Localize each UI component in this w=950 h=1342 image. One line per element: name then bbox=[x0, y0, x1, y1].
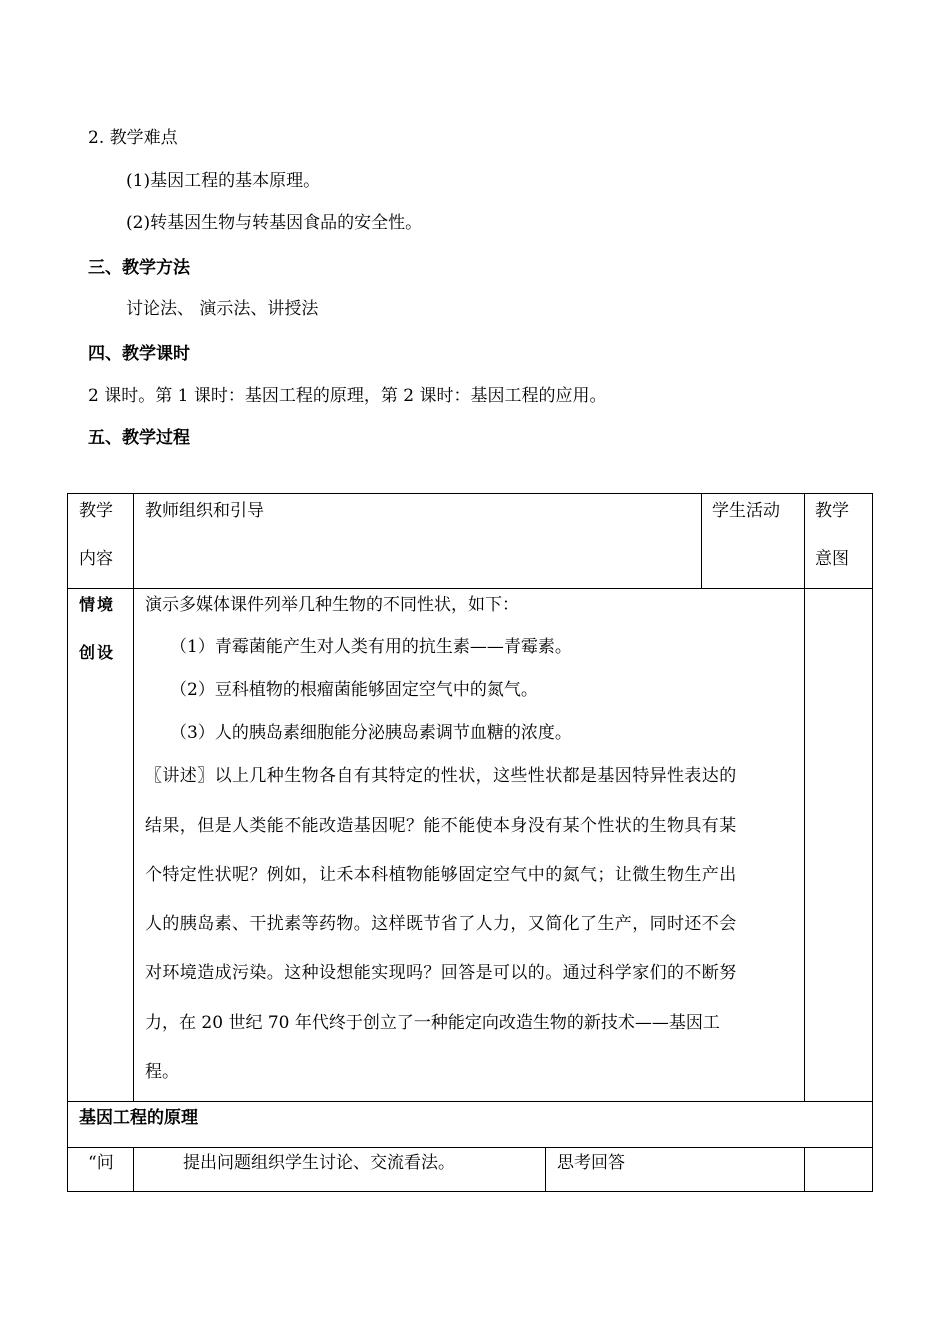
difficulty-heading: 2. 教学难点 bbox=[88, 128, 178, 148]
table-border-left bbox=[67, 493, 68, 1192]
col-sep-student-row3 bbox=[545, 1147, 546, 1192]
col-sep-content-row3 bbox=[133, 1147, 134, 1192]
table-border-top bbox=[67, 493, 873, 494]
col-sep-student-header bbox=[701, 493, 702, 588]
col-sep-intent-row3 bbox=[804, 1147, 805, 1192]
header-intent-line1: 教学 bbox=[815, 501, 849, 521]
table-border-row1-bottom bbox=[67, 1101, 873, 1102]
difficulty-item-1: (1)基因工程的基本原理。 bbox=[126, 171, 321, 191]
header-teacher: 教师组织和引导 bbox=[145, 501, 264, 521]
hours-text: 2 课时。第 1 课时：基因工程的原理，第 2 课时：基因工程的应用。 bbox=[88, 386, 607, 406]
row1-lecture-line-1: 〖讲述〗以上几种生物各自有其特定的性状，这些性状都是基因特异性表达的 bbox=[145, 766, 737, 786]
table-border-bottom bbox=[67, 1191, 873, 1192]
header-content-line2: 内容 bbox=[79, 549, 113, 569]
row1-label-line2: 创设 bbox=[79, 643, 116, 662]
row1-lecture-line-6: 力，在 20 世纪 70 年代终于创立了一种能定向改造生物的新技术——基因工 bbox=[145, 1013, 720, 1033]
row1-lecture-line-4: 人的胰岛素、干扰素等药物。这样既节省了人力，又简化了生产，同时还不会 bbox=[145, 914, 737, 934]
row3-student: 思考回答 bbox=[557, 1153, 625, 1173]
table-border-header-bottom bbox=[67, 588, 873, 589]
header-student: 学生活动 bbox=[712, 501, 780, 521]
header-content-line1: 教学 bbox=[79, 501, 113, 521]
row1-lecture-line-5: 对环境造成污染。这种设想能实现吗？回答是可以的。通过科学家们的不断努 bbox=[145, 963, 737, 983]
row1-example-2: （2）豆科植物的根瘤菌能够固定空气中的氮气。 bbox=[170, 680, 538, 700]
row1-label-line1: 情境 bbox=[79, 595, 116, 614]
table-border-section-bottom bbox=[67, 1147, 873, 1148]
method-heading: 三、教学方法 bbox=[88, 258, 190, 278]
row1-example-1: （1）青霉菌能产生对人类有用的抗生素——青霉素。 bbox=[170, 637, 572, 657]
hours-heading: 四、教学课时 bbox=[88, 344, 190, 364]
row3-teacher: 提出问题组织学生讨论、交流看法。 bbox=[183, 1153, 455, 1173]
col-sep-intent bbox=[804, 493, 805, 1102]
table-border-right bbox=[872, 493, 873, 1192]
row1-lecture-line-3: 个特定性状呢？例如，让禾本科植物能够固定空气中的氮气；让微生物生产出 bbox=[145, 865, 737, 885]
section-title: 基因工程的原理 bbox=[79, 1108, 198, 1128]
row1-lecture-line-7: 程。 bbox=[145, 1062, 179, 1082]
row1-lecture-line-2: 结果，但是人类能不能改造基因呢？能不能使本身没有某个性状的生物具有某 bbox=[145, 816, 737, 836]
col-sep-content bbox=[133, 493, 134, 1102]
row1-example-3: （3）人的胰岛素细胞能分泌胰岛素调节血糖的浓度。 bbox=[170, 723, 572, 743]
row1-intro: 演示多媒体课件列举几种生物的不同性状，如下： bbox=[145, 595, 519, 615]
header-intent-line2: 意图 bbox=[815, 549, 849, 569]
difficulty-item-2: (2)转基因生物与转基因食品的安全性。 bbox=[126, 213, 423, 233]
process-heading: 五、教学过程 bbox=[88, 428, 190, 448]
method-text: 讨论法、 演示法、讲授法 bbox=[126, 299, 319, 319]
row3-label: “问 bbox=[88, 1153, 114, 1173]
